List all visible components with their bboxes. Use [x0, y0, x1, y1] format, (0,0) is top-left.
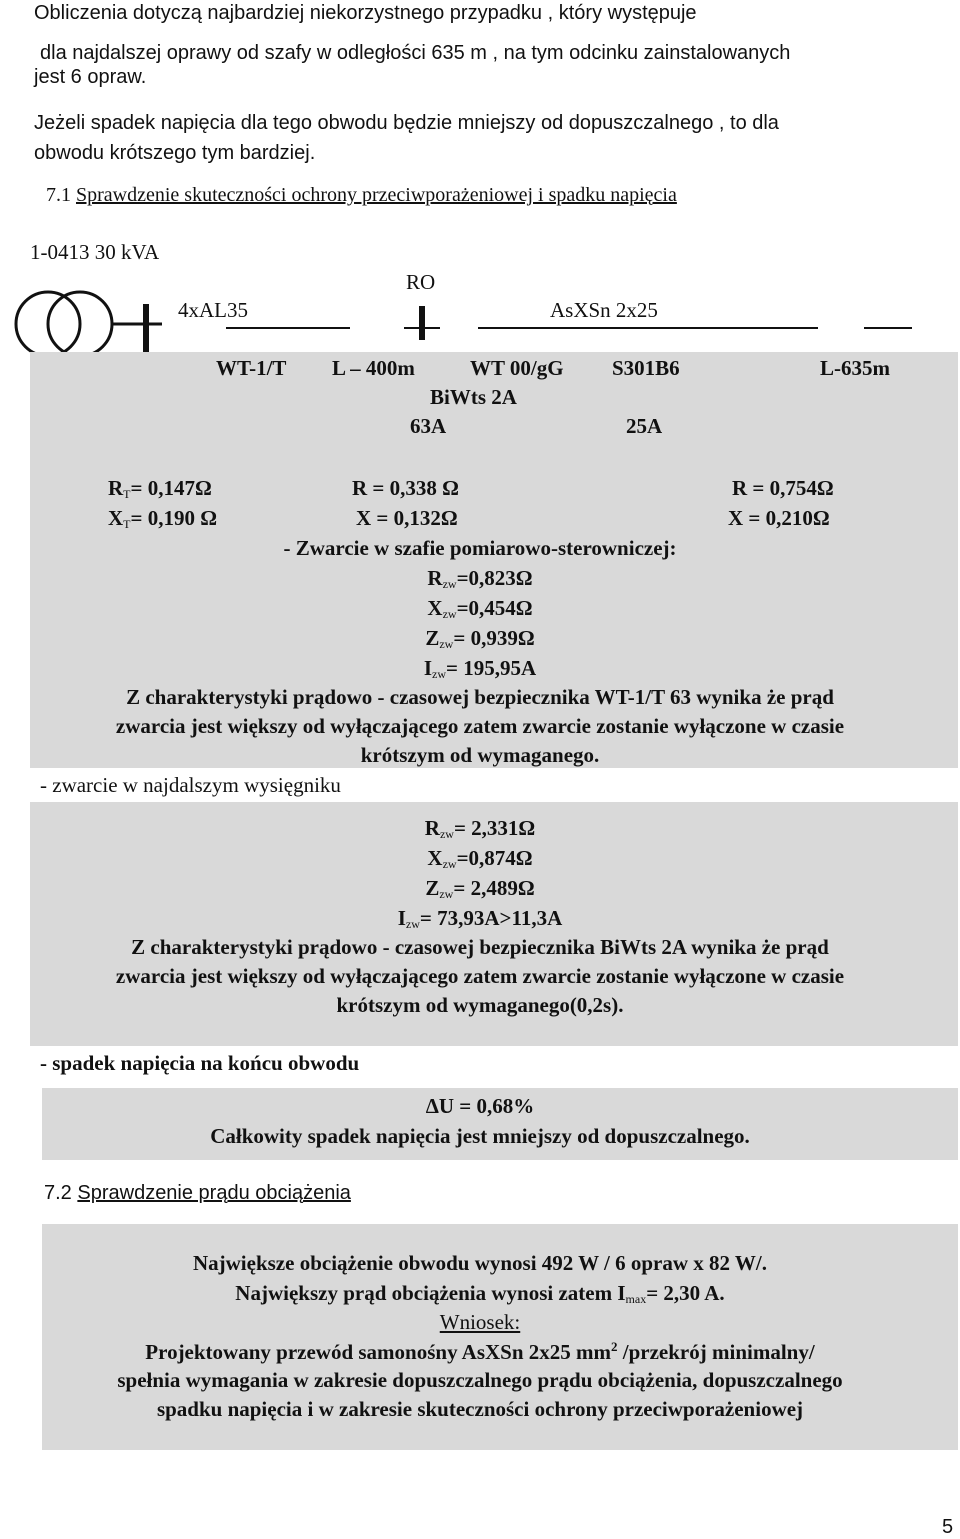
short2-x: $X_{zw}=0,874\Omega$ — [427, 846, 533, 871]
section-title: Sprawdzenie skuteczności ochrony przeciwporażeniowej i spadku napięcia — [76, 184, 677, 206]
section-title: Sprawdzenie prądu obciążenia — [77, 1182, 351, 1204]
short1-x: $X_{zw}=0,454\Omega$ — [427, 596, 533, 621]
section-number: 7.1 — [46, 184, 71, 206]
short1-i: $I_{zw}= 195,95A$ — [423, 656, 537, 681]
short1-conclusion-1: Z charakterystyki prądowo - czasowej bezpiecznika WT-1/T 63 wynika że prąd — [126, 685, 834, 709]
r-line-1: R = 0,338 Ω — [352, 476, 459, 500]
x-line-2: X = 0,210Ω — [728, 506, 830, 530]
load-line-1: Największe obciążenie obwodu wynosi 492 W / 6 opraw x 82 W/. — [192, 1251, 768, 1275]
conclusion-line-3: spadku napięcia i w zakresie skuteczności ochrony przeciwporażeniowej — [156, 1397, 804, 1421]
delta-u-value: ΔU = 0,68% — [425, 1094, 535, 1118]
conclusion-line-2: spełnia wymagania w zakresie dopuszczalnego prądu obciążenia, dopuszczalnego — [117, 1368, 843, 1392]
voltage-drop-conclusion: Całkowity spadek napięcia jest mniejszy od dopuszczalnego. — [210, 1124, 750, 1148]
section-7-1-heading — [46, 184, 677, 207]
length-635: L-635m — [820, 356, 890, 380]
intro-line-2: dla najdalszej oprawy od szafy w odległości 635 m , na tym odcinku zainstalowanych — [40, 42, 791, 64]
short2-conclusion-1: Z charakterystyki prądowo - czasowej bezpiecznika BiWts 2A wynika że prąd — [131, 935, 829, 959]
short1-conclusion-2: zwarcia jest większy od wyłączającego zatem zwarcie zostanie wyłączone w czasie — [115, 714, 845, 738]
page-number: 5 — [942, 1516, 954, 1538]
x-line-1: X = 0,132Ω — [356, 506, 458, 530]
fuse-biwts: BiWts 2A — [430, 385, 517, 409]
fuse-wt1: WT-1/T — [216, 356, 287, 380]
short1-z: $Z_{zw}= 0,939\Omega$ — [425, 626, 535, 651]
intro-line-5: obwodu krótszego tym bardziej. — [34, 142, 316, 164]
section-number: 7.2 — [44, 1182, 72, 1204]
short2-z: $Z_{zw}= 2,489\Omega$ — [425, 876, 535, 901]
short2-conclusion-3: krótszym od wymaganego(0,2s). — [336, 993, 624, 1017]
intro-line-3: jest 6 opraw. — [34, 66, 147, 88]
short2-conclusion-2: zwarcia jest większy od wyłączającego zatem zwarcie zostanie wyłączone w czasie — [115, 964, 845, 988]
cable-2-label: AsXSn 2x25 — [550, 298, 658, 322]
single-line-diagram — [0, 280, 960, 360]
rating-63a: 63A — [410, 414, 447, 438]
conclusion-line-1: Projektowany przewód samonośny AsXSn 2x25 $mm^2$ /przekrój minimalny/ — [145, 1339, 815, 1364]
intro-line-4: Jeżeli spadek napięcia dla tego obwodu będzie mniejszy od dopuszczalnego , to dla — [34, 112, 779, 134]
intro-line-1: Obliczenia dotyczą najbardziej niekorzystnego przypadku , który występuje — [34, 2, 697, 24]
short-circuit-1-heading: - Zwarcie w szafie pomiarowo-sterowniczej: — [283, 536, 677, 560]
breaker-s301: S301B6 — [612, 356, 680, 380]
rt-value: $R_T= 0,147\Omega$ — [108, 476, 212, 501]
xt-value: $X_T= 0,190$ Ω — [108, 506, 218, 531]
fuse-wt00: WT 00/gG — [470, 356, 564, 380]
length-400: L – 400m — [332, 356, 415, 380]
short2-i: $I_{zw}= 73,93A>11,3A$ — [397, 906, 563, 931]
r-line-2: R = 0,754Ω — [732, 476, 834, 500]
transformer-symbol — [16, 292, 112, 356]
short1-r: $R_{zw}=0,823\Omega$ — [427, 566, 533, 591]
short2-r: $R_{zw}= 2,331\Omega$ — [424, 816, 536, 841]
load-line-2: Największy prąd obciążenia wynosi zatem $I_{max}= 2,30$ A. — [235, 1281, 725, 1306]
rating-25a: 25A — [626, 414, 663, 438]
short1-conclusion-3: krótszym od wymaganego. — [360, 743, 600, 767]
ro-label: RO — [406, 270, 436, 294]
cable-1-label: 4xAL35 — [178, 298, 248, 322]
section-7-2-heading — [44, 1182, 351, 1205]
wniosek-label: Wniosek: — [439, 1310, 521, 1334]
transformer-label: 1-0413 30 kVA — [30, 240, 160, 264]
short-circuit-2-heading: - zwarcie w najdalszym wysięgniku — [40, 773, 341, 797]
voltage-drop-heading: - spadek napięcia na końcu obwodu — [40, 1051, 360, 1075]
